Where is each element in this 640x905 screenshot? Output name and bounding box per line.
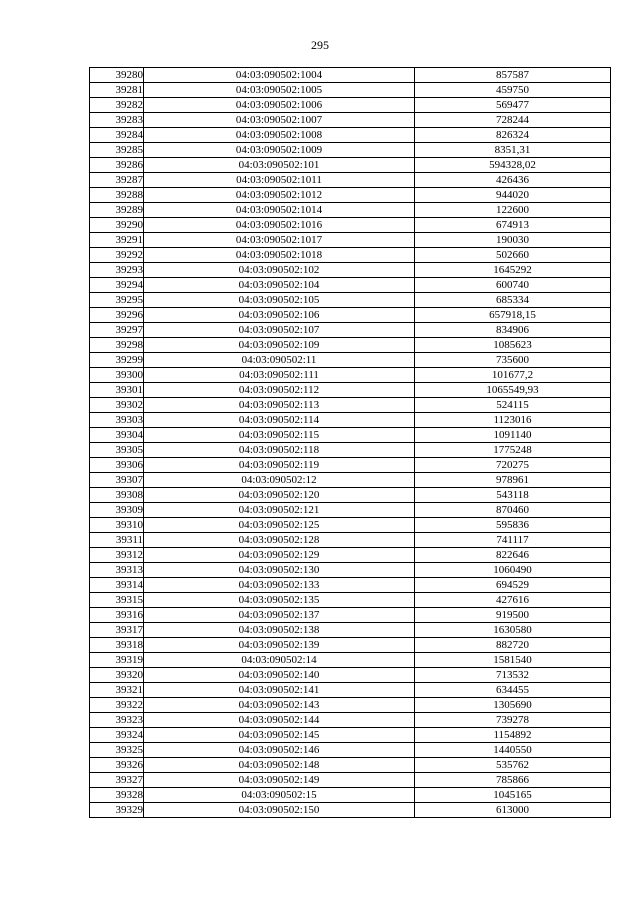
table-row xyxy=(90,233,611,248)
row-number-cell: 39315 xyxy=(90,593,144,608)
cadastral-number-cell: 04:03:090502:14 xyxy=(144,653,415,668)
table-row xyxy=(90,203,611,218)
value-cell: 8351,31 xyxy=(415,143,611,158)
table-row xyxy=(90,578,611,593)
cadastral-number-cell: 04:03:090502:12 xyxy=(144,473,415,488)
cadastral-number-cell: 04:03:090502:140 xyxy=(144,668,415,683)
row-number-cell: 39313 xyxy=(90,563,144,578)
value-cell: 595836 xyxy=(415,518,611,533)
table-row xyxy=(90,353,611,368)
table-row xyxy=(90,548,611,563)
row-number-cell: 39289 xyxy=(90,203,144,218)
table-row xyxy=(90,68,611,83)
table-row xyxy=(90,158,611,173)
cadastral-number-cell: 04:03:090502:138 xyxy=(144,623,415,638)
value-cell: 870460 xyxy=(415,503,611,518)
table-row xyxy=(90,368,611,383)
table-row xyxy=(90,263,611,278)
value-cell: 674913 xyxy=(415,218,611,233)
row-number-cell: 39329 xyxy=(90,803,144,818)
row-number-cell: 39298 xyxy=(90,338,144,353)
row-number-cell: 39301 xyxy=(90,383,144,398)
row-number-cell: 39297 xyxy=(90,323,144,338)
table-row xyxy=(90,458,611,473)
value-cell: 459750 xyxy=(415,83,611,98)
value-cell: 1085623 xyxy=(415,338,611,353)
value-cell: 613000 xyxy=(415,803,611,818)
cadastral-number-cell: 04:03:090502:106 xyxy=(144,308,415,323)
row-number-cell: 39280 xyxy=(90,68,144,83)
row-number-cell: 39306 xyxy=(90,458,144,473)
cadastral-number-cell: 04:03:090502:107 xyxy=(144,323,415,338)
value-cell: 728244 xyxy=(415,113,611,128)
cadastral-number-cell: 04:03:090502:104 xyxy=(144,278,415,293)
value-cell: 524115 xyxy=(415,398,611,413)
value-cell: 857587 xyxy=(415,68,611,83)
value-cell: 785866 xyxy=(415,773,611,788)
table-row xyxy=(90,773,611,788)
registry-table xyxy=(89,67,611,818)
row-number-cell: 39299 xyxy=(90,353,144,368)
value-cell: 822646 xyxy=(415,548,611,563)
value-cell: 1154892 xyxy=(415,728,611,743)
row-number-cell: 39305 xyxy=(90,443,144,458)
value-cell: 978961 xyxy=(415,473,611,488)
cadastral-number-cell: 04:03:090502:111 xyxy=(144,368,415,383)
cadastral-number-cell: 04:03:090502:129 xyxy=(144,548,415,563)
value-cell: 741117 xyxy=(415,533,611,548)
row-number-cell: 39310 xyxy=(90,518,144,533)
table-row xyxy=(90,488,611,503)
cadastral-number-cell: 04:03:090502:145 xyxy=(144,728,415,743)
row-number-cell: 39317 xyxy=(90,623,144,638)
cadastral-number-cell: 04:03:090502:150 xyxy=(144,803,415,818)
row-number-cell: 39290 xyxy=(90,218,144,233)
value-cell: 720275 xyxy=(415,458,611,473)
table-row xyxy=(90,503,611,518)
row-number-cell: 39296 xyxy=(90,308,144,323)
table-row xyxy=(90,143,611,158)
table-row xyxy=(90,443,611,458)
value-cell: 122600 xyxy=(415,203,611,218)
row-number-cell: 39318 xyxy=(90,638,144,653)
cadastral-number-cell: 04:03:090502:143 xyxy=(144,698,415,713)
cadastral-number-cell: 04:03:090502:130 xyxy=(144,563,415,578)
value-cell: 569477 xyxy=(415,98,611,113)
table-row xyxy=(90,533,611,548)
table-row xyxy=(90,473,611,488)
table-row xyxy=(90,278,611,293)
row-number-cell: 39320 xyxy=(90,668,144,683)
table-row xyxy=(90,518,611,533)
table-row xyxy=(90,683,611,698)
row-number-cell: 39324 xyxy=(90,728,144,743)
value-cell: 1065549,93 xyxy=(415,383,611,398)
value-cell: 834906 xyxy=(415,323,611,338)
table-row xyxy=(90,698,611,713)
cadastral-number-cell: 04:03:090502:1007 xyxy=(144,113,415,128)
row-number-cell: 39326 xyxy=(90,758,144,773)
value-cell: 1630580 xyxy=(415,623,611,638)
table-row xyxy=(90,593,611,608)
table-row xyxy=(90,758,611,773)
row-number-cell: 39325 xyxy=(90,743,144,758)
row-number-cell: 39309 xyxy=(90,503,144,518)
cadastral-number-cell: 04:03:090502:11 xyxy=(144,353,415,368)
value-cell: 713532 xyxy=(415,668,611,683)
row-number-cell: 39314 xyxy=(90,578,144,593)
cadastral-number-cell: 04:03:090502:120 xyxy=(144,488,415,503)
table-row xyxy=(90,128,611,143)
value-cell: 1305690 xyxy=(415,698,611,713)
table-row xyxy=(90,338,611,353)
cadastral-number-cell: 04:03:090502:141 xyxy=(144,683,415,698)
row-number-cell: 39292 xyxy=(90,248,144,263)
row-number-cell: 39293 xyxy=(90,263,144,278)
row-number-cell: 39287 xyxy=(90,173,144,188)
value-cell: 1123016 xyxy=(415,413,611,428)
cadastral-number-cell: 04:03:090502:148 xyxy=(144,758,415,773)
cadastral-number-cell: 04:03:090502:112 xyxy=(144,383,415,398)
table-row xyxy=(90,743,611,758)
row-number-cell: 39284 xyxy=(90,128,144,143)
value-cell: 919500 xyxy=(415,608,611,623)
table-row xyxy=(90,653,611,668)
value-cell: 1045165 xyxy=(415,788,611,803)
value-cell: 594328,02 xyxy=(415,158,611,173)
row-number-cell: 39295 xyxy=(90,293,144,308)
row-number-cell: 39302 xyxy=(90,398,144,413)
table-row xyxy=(90,623,611,638)
table-row xyxy=(90,668,611,683)
cadastral-number-cell: 04:03:090502:128 xyxy=(144,533,415,548)
value-cell: 1060490 xyxy=(415,563,611,578)
value-cell: 882720 xyxy=(415,638,611,653)
row-number-cell: 39281 xyxy=(90,83,144,98)
table-row xyxy=(90,638,611,653)
cadastral-number-cell: 04:03:090502:1008 xyxy=(144,128,415,143)
cadastral-number-cell: 04:03:090502:105 xyxy=(144,293,415,308)
table-row xyxy=(90,308,611,323)
cadastral-number-cell: 04:03:090502:109 xyxy=(144,338,415,353)
value-cell: 600740 xyxy=(415,278,611,293)
row-number-cell: 39312 xyxy=(90,548,144,563)
value-cell: 1091140 xyxy=(415,428,611,443)
value-cell: 1775248 xyxy=(415,443,611,458)
row-number-cell: 39300 xyxy=(90,368,144,383)
table-row xyxy=(90,398,611,413)
table-row xyxy=(90,563,611,578)
cadastral-number-cell: 04:03:090502:1018 xyxy=(144,248,415,263)
value-cell: 735600 xyxy=(415,353,611,368)
value-cell: 1440550 xyxy=(415,743,611,758)
table-row xyxy=(90,713,611,728)
cadastral-number-cell: 04:03:090502:133 xyxy=(144,578,415,593)
row-number-cell: 39311 xyxy=(90,533,144,548)
value-cell: 944020 xyxy=(415,188,611,203)
table-row xyxy=(90,188,611,203)
table-row xyxy=(90,383,611,398)
cadastral-number-cell: 04:03:090502:118 xyxy=(144,443,415,458)
cadastral-number-cell: 04:03:090502:1017 xyxy=(144,233,415,248)
cadastral-number-cell: 04:03:090502:125 xyxy=(144,518,415,533)
cadastral-number-cell: 04:03:090502:1011 xyxy=(144,173,415,188)
cadastral-number-cell: 04:03:090502:1016 xyxy=(144,218,415,233)
table-row xyxy=(90,413,611,428)
cadastral-number-cell: 04:03:090502:102 xyxy=(144,263,415,278)
cadastral-number-cell: 04:03:090502:135 xyxy=(144,593,415,608)
row-number-cell: 39294 xyxy=(90,278,144,293)
cadastral-number-cell: 04:03:090502:113 xyxy=(144,398,415,413)
table-row xyxy=(90,98,611,113)
row-number-cell: 39286 xyxy=(90,158,144,173)
cadastral-number-cell: 04:03:090502:144 xyxy=(144,713,415,728)
page-number: 295 xyxy=(311,38,329,52)
table-row xyxy=(90,788,611,803)
cadastral-number-cell: 04:03:090502:1006 xyxy=(144,98,415,113)
cadastral-number-cell: 04:03:090502:101 xyxy=(144,158,415,173)
value-cell: 543118 xyxy=(415,488,611,503)
value-cell: 826324 xyxy=(415,128,611,143)
cadastral-number-cell: 04:03:090502:15 xyxy=(144,788,415,803)
table-row xyxy=(90,83,611,98)
cadastral-number-cell: 04:03:090502:1005 xyxy=(144,83,415,98)
row-number-cell: 39304 xyxy=(90,428,144,443)
table-row xyxy=(90,173,611,188)
row-number-cell: 39291 xyxy=(90,233,144,248)
cadastral-number-cell: 04:03:090502:1004 xyxy=(144,68,415,83)
table-row xyxy=(90,323,611,338)
cadastral-number-cell: 04:03:090502:146 xyxy=(144,743,415,758)
value-cell: 634455 xyxy=(415,683,611,698)
registry-table-body xyxy=(90,68,611,818)
value-cell: 1581540 xyxy=(415,653,611,668)
row-number-cell: 39328 xyxy=(90,788,144,803)
cadastral-number-cell: 04:03:090502:1012 xyxy=(144,188,415,203)
table-row xyxy=(90,293,611,308)
cadastral-number-cell: 04:03:090502:115 xyxy=(144,428,415,443)
row-number-cell: 39316 xyxy=(90,608,144,623)
row-number-cell: 39303 xyxy=(90,413,144,428)
cadastral-number-cell: 04:03:090502:139 xyxy=(144,638,415,653)
cadastral-number-cell: 04:03:090502:119 xyxy=(144,458,415,473)
table-row xyxy=(90,803,611,818)
cadastral-number-cell: 04:03:090502:114 xyxy=(144,413,415,428)
value-cell: 190030 xyxy=(415,233,611,248)
row-number-cell: 39307 xyxy=(90,473,144,488)
cadastral-number-cell: 04:03:090502:1014 xyxy=(144,203,415,218)
row-number-cell: 39288 xyxy=(90,188,144,203)
value-cell: 426436 xyxy=(415,173,611,188)
value-cell: 502660 xyxy=(415,248,611,263)
value-cell: 535762 xyxy=(415,758,611,773)
row-number-cell: 39327 xyxy=(90,773,144,788)
table-row xyxy=(90,608,611,623)
value-cell: 694529 xyxy=(415,578,611,593)
cadastral-number-cell: 04:03:090502:149 xyxy=(144,773,415,788)
row-number-cell: 39321 xyxy=(90,683,144,698)
value-cell: 739278 xyxy=(415,713,611,728)
cadastral-number-cell: 04:03:090502:1009 xyxy=(144,143,415,158)
row-number-cell: 39319 xyxy=(90,653,144,668)
table-row xyxy=(90,218,611,233)
row-number-cell: 39283 xyxy=(90,113,144,128)
row-number-cell: 39285 xyxy=(90,143,144,158)
row-number-cell: 39322 xyxy=(90,698,144,713)
row-number-cell: 39323 xyxy=(90,713,144,728)
value-cell: 101677,2 xyxy=(415,368,611,383)
table-row xyxy=(90,113,611,128)
value-cell: 427616 xyxy=(415,593,611,608)
table-row xyxy=(90,728,611,743)
table-row xyxy=(90,428,611,443)
table-row xyxy=(90,248,611,263)
value-cell: 1645292 xyxy=(415,263,611,278)
value-cell: 657918,15 xyxy=(415,308,611,323)
cadastral-number-cell: 04:03:090502:121 xyxy=(144,503,415,518)
value-cell: 685334 xyxy=(415,293,611,308)
row-number-cell: 39282 xyxy=(90,98,144,113)
row-number-cell: 39308 xyxy=(90,488,144,503)
cadastral-number-cell: 04:03:090502:137 xyxy=(144,608,415,623)
